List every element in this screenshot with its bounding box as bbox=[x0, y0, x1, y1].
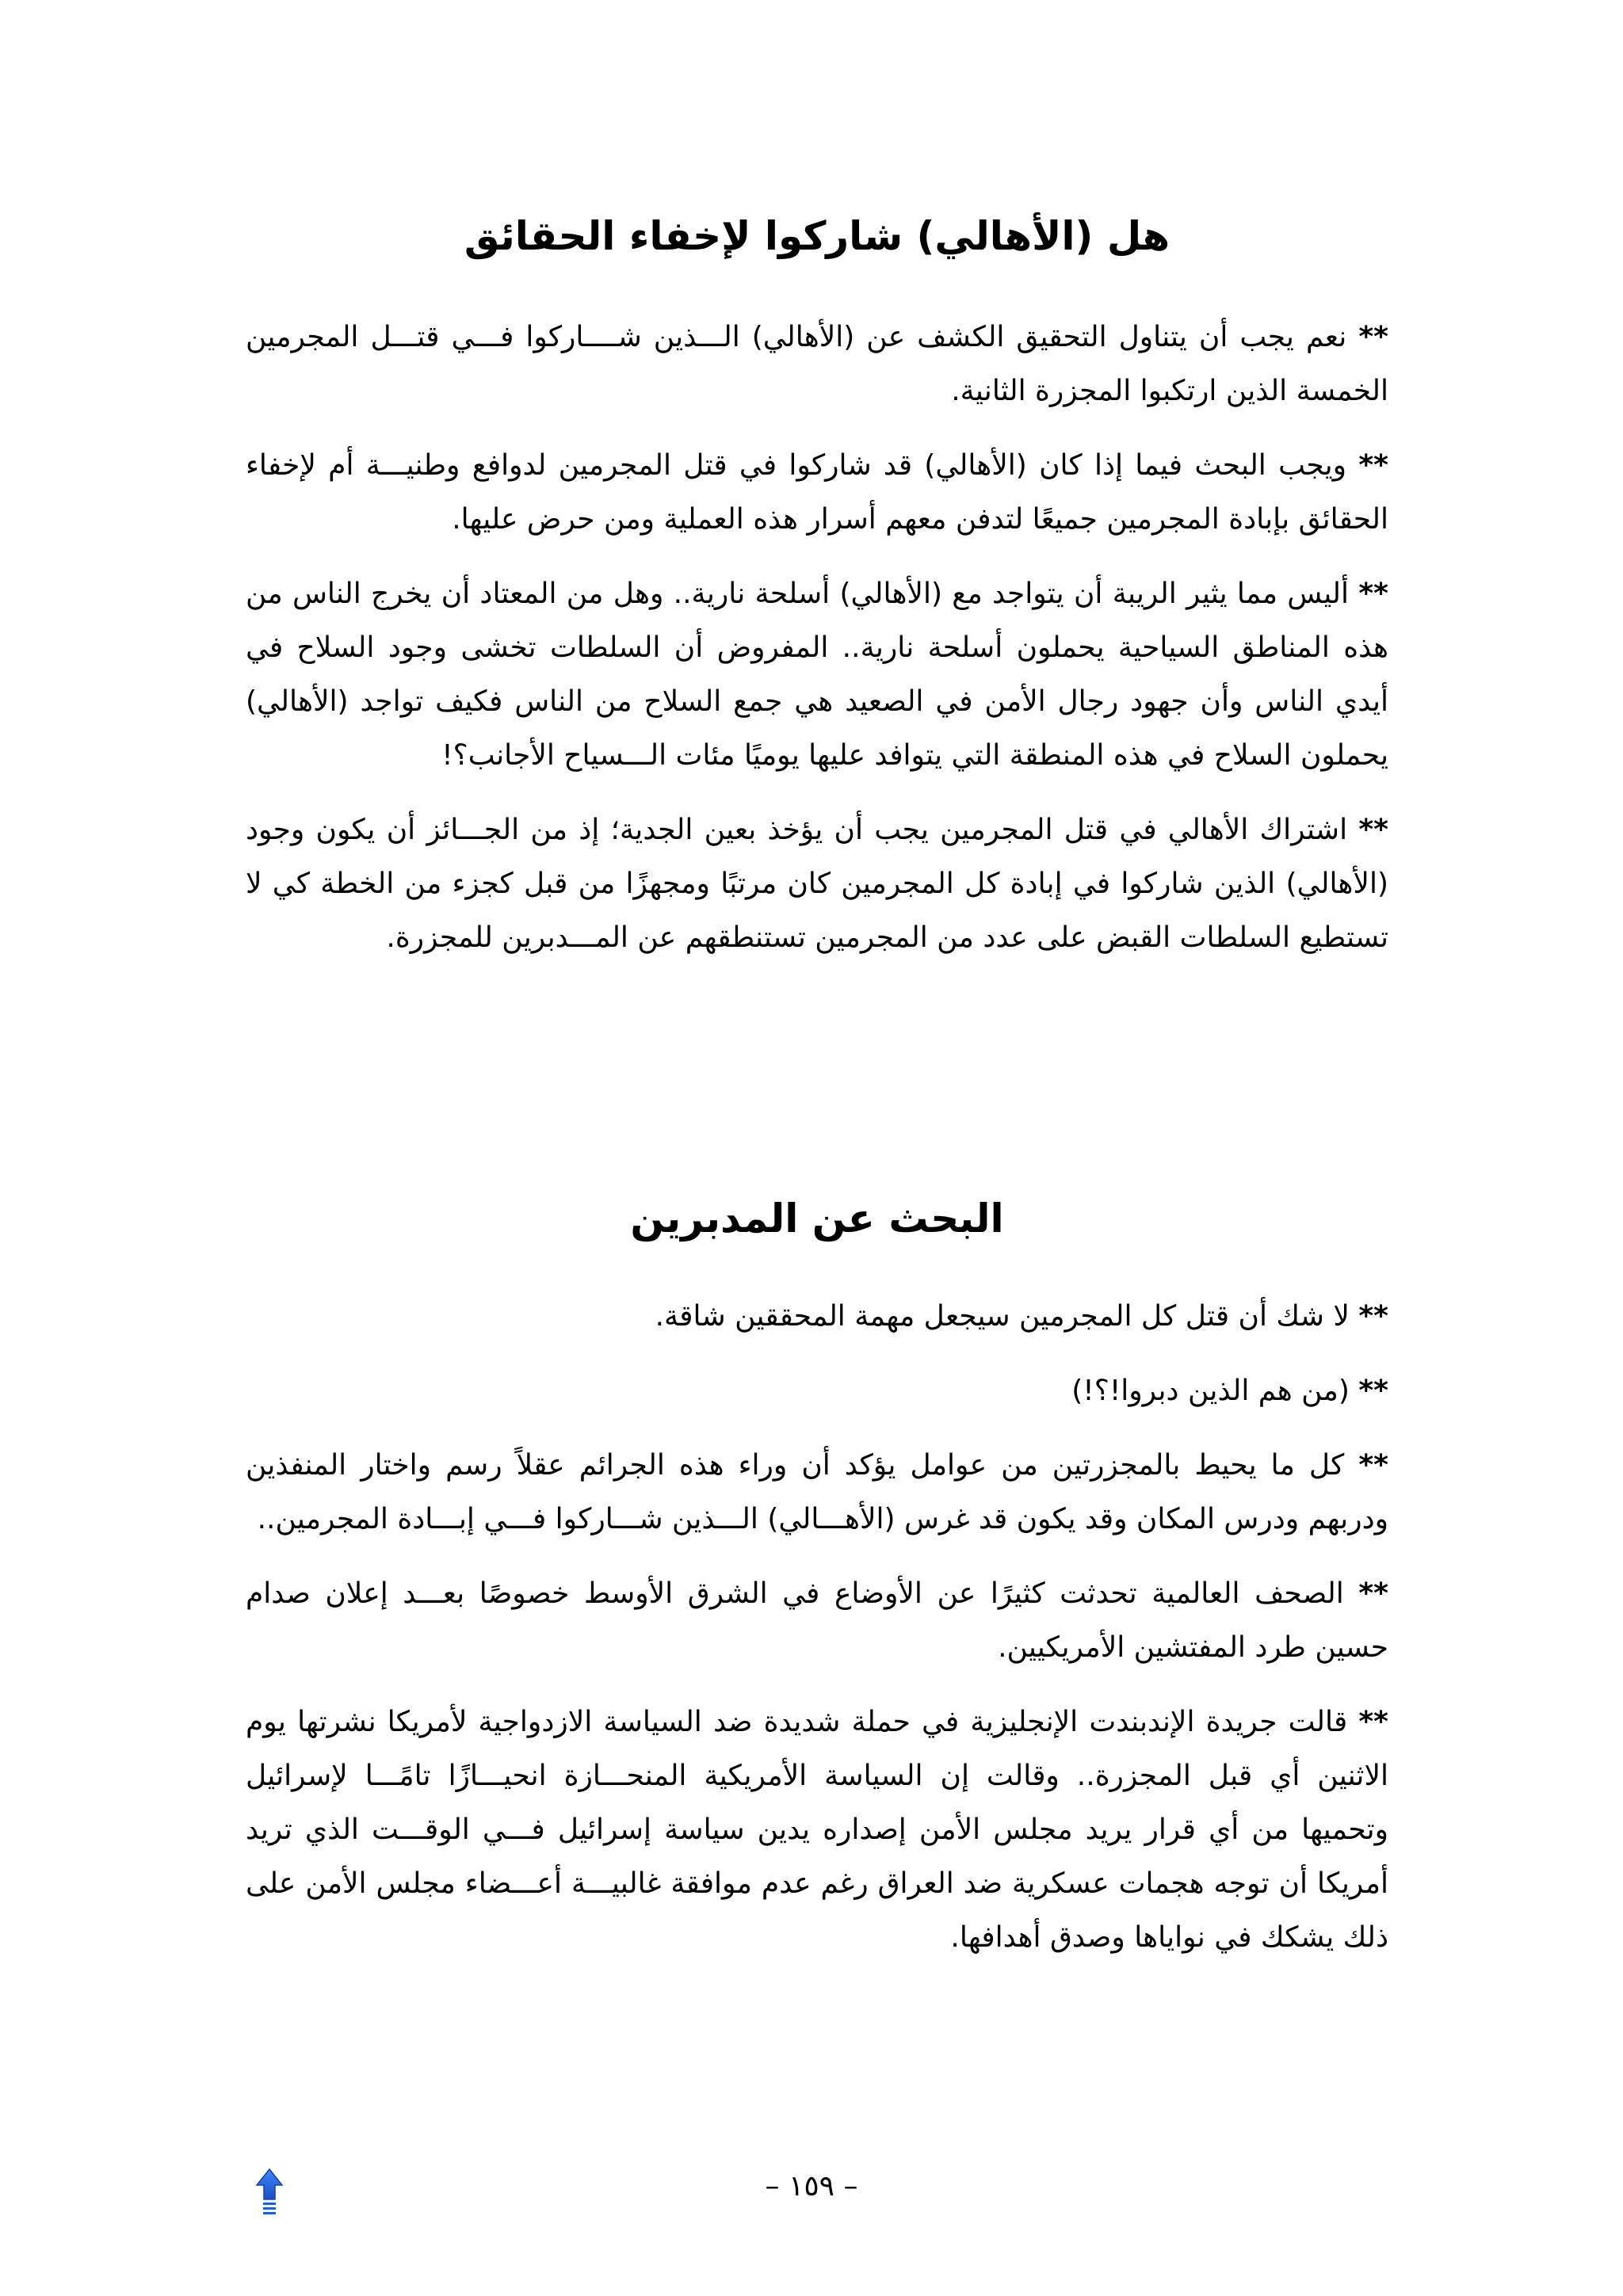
section-title-search-planners: البحث عن المدبرين bbox=[630, 1196, 1004, 1241]
paragraph-marker: ** bbox=[1358, 814, 1388, 846]
paragraph-marker: ** bbox=[1358, 321, 1388, 353]
paragraph bbox=[246, 1290, 1388, 1344]
paragraph-marker: ** bbox=[1358, 449, 1388, 482]
paragraph bbox=[246, 567, 1388, 783]
paragraph-marker: ** bbox=[1358, 1375, 1388, 1407]
paragraph-text: اشتراك الأهالي في قتل المجرمين يجب أن يؤخذ بعين الجدية؛ إذ من الجـــائز أن يكون وجود (الأهالي) الذين شاركوا في إبادة كل المجرمين كان مرتبًا ومجهزًا من قبل كجزء من الخطة كي لا تستطيع السلطات القبض على عدد من المجرمين تستنطقهم عن المـــدبرين للمجزرة. bbox=[246, 814, 1388, 954]
paragraph-text: لا شك أن قتل كل المجرمين سيجعل مهمة المحققين شاقة. bbox=[655, 1300, 1350, 1333]
paragraph-text: نعم يجب أن يتناول التحقيق الكشف عن (الأهالي) الـــذين شــــاركوا فـــي قتـــل المجرمين الخمسة الذين ارتكبوا المجزرة الثانية. bbox=[246, 321, 1388, 407]
paragraph bbox=[246, 311, 1388, 418]
page-number: – ١٥٩ – bbox=[765, 2170, 858, 2203]
paragraph bbox=[246, 1439, 1388, 1547]
paragraph bbox=[246, 439, 1388, 547]
paragraph-text: كل ما يحيط بالمجزرتين من عوامل يؤكد أن وراء هذه الجرائم عقلاً رسم واختار المنفذين ودربهم ودرس المكان وقد يكون قد غرس (الأهـــالي) الـــذين شـــاركوا فـــي إبـــادة المجرمين.. bbox=[246, 1449, 1388, 1535]
paragraph bbox=[246, 803, 1388, 965]
paragraph bbox=[246, 1364, 1388, 1418]
paragraph-text: الصحف العالمية تحدثت كثيرًا عن الأوضاع في الشرق الأوسط خصوصًا بعـــد إعلان صدام حسين طرد المفتشين الأمريكيين. bbox=[246, 1577, 1388, 1664]
section-title-hide-truth: هل (الأهالي) شاركوا لإخفاء الحقائق bbox=[464, 213, 1170, 259]
section-body-search-planners bbox=[246, 1290, 1388, 1985]
paragraph bbox=[246, 1695, 1388, 1965]
paragraph-marker: ** bbox=[1358, 1300, 1388, 1333]
up-arrow-icon[interactable] bbox=[255, 2168, 284, 2218]
paragraph bbox=[246, 1567, 1388, 1675]
section-body-hide-truth bbox=[246, 311, 1388, 986]
paragraph-text: ويجب البحث فيما إذا كان (الأهالي) قد شاركوا في قتل المجرمين لدوافع وطنيـــة أم لإخفاء الحقائق بإبادة المجرمين جميعًا لتدفن معهم أسرار هذه العملية ومن حرض عليها. bbox=[246, 449, 1388, 536]
paragraph-marker: ** bbox=[1358, 1449, 1388, 1482]
paragraph-text: أليس مما يثير الريبة أن يتواجد مع (الأهالي) أسلحة نارية.. وهل من المعتاد أن يخرج الناس من هذه المناطق السياحية يحملون أسلحة نارية.. المفروض أن السلطات تخشى وجود السلاح في أيدي الناس وأن جهود رجال الأمن في الصعيد هي جمع السلاح من الناس فكيف تواجد (الأهالي) يحملون السلاح في هذه المنطقة التي يتوافد عليها يوميًا مئات الـــسياح الأجانب؟! bbox=[246, 578, 1388, 772]
paragraph-marker: ** bbox=[1358, 1706, 1388, 1738]
paragraph-text: قالت جريدة الإندبندت الإنجليزية في حملة شديدة ضد السياسة الازدواجية لأمريكا نشرتها يوم الاثنين أي قبل المجزرة.. وقالت إن السياسة الأمريكية المنحـــازة انحيـــازًا تامًـــا لإسرائيل وتحميها من أي قرار يريد مجلس الأمن إصداره يدين سياسة إسرائيل فـــي الوقـــت الذي تريد أمريكا أن توجه هجمات عسكرية ضد العراق رغم عدم موافقة غالبيـــة أعـــضاء مجلس الأمن على ذلك يشكك في نواياها وصدق أهدافها. bbox=[246, 1706, 1388, 1954]
paragraph-marker: ** bbox=[1358, 578, 1388, 610]
paragraph-marker: ** bbox=[1358, 1577, 1388, 1610]
paragraph-text: (من هم الذين دبروا!؟!) bbox=[1071, 1375, 1350, 1407]
